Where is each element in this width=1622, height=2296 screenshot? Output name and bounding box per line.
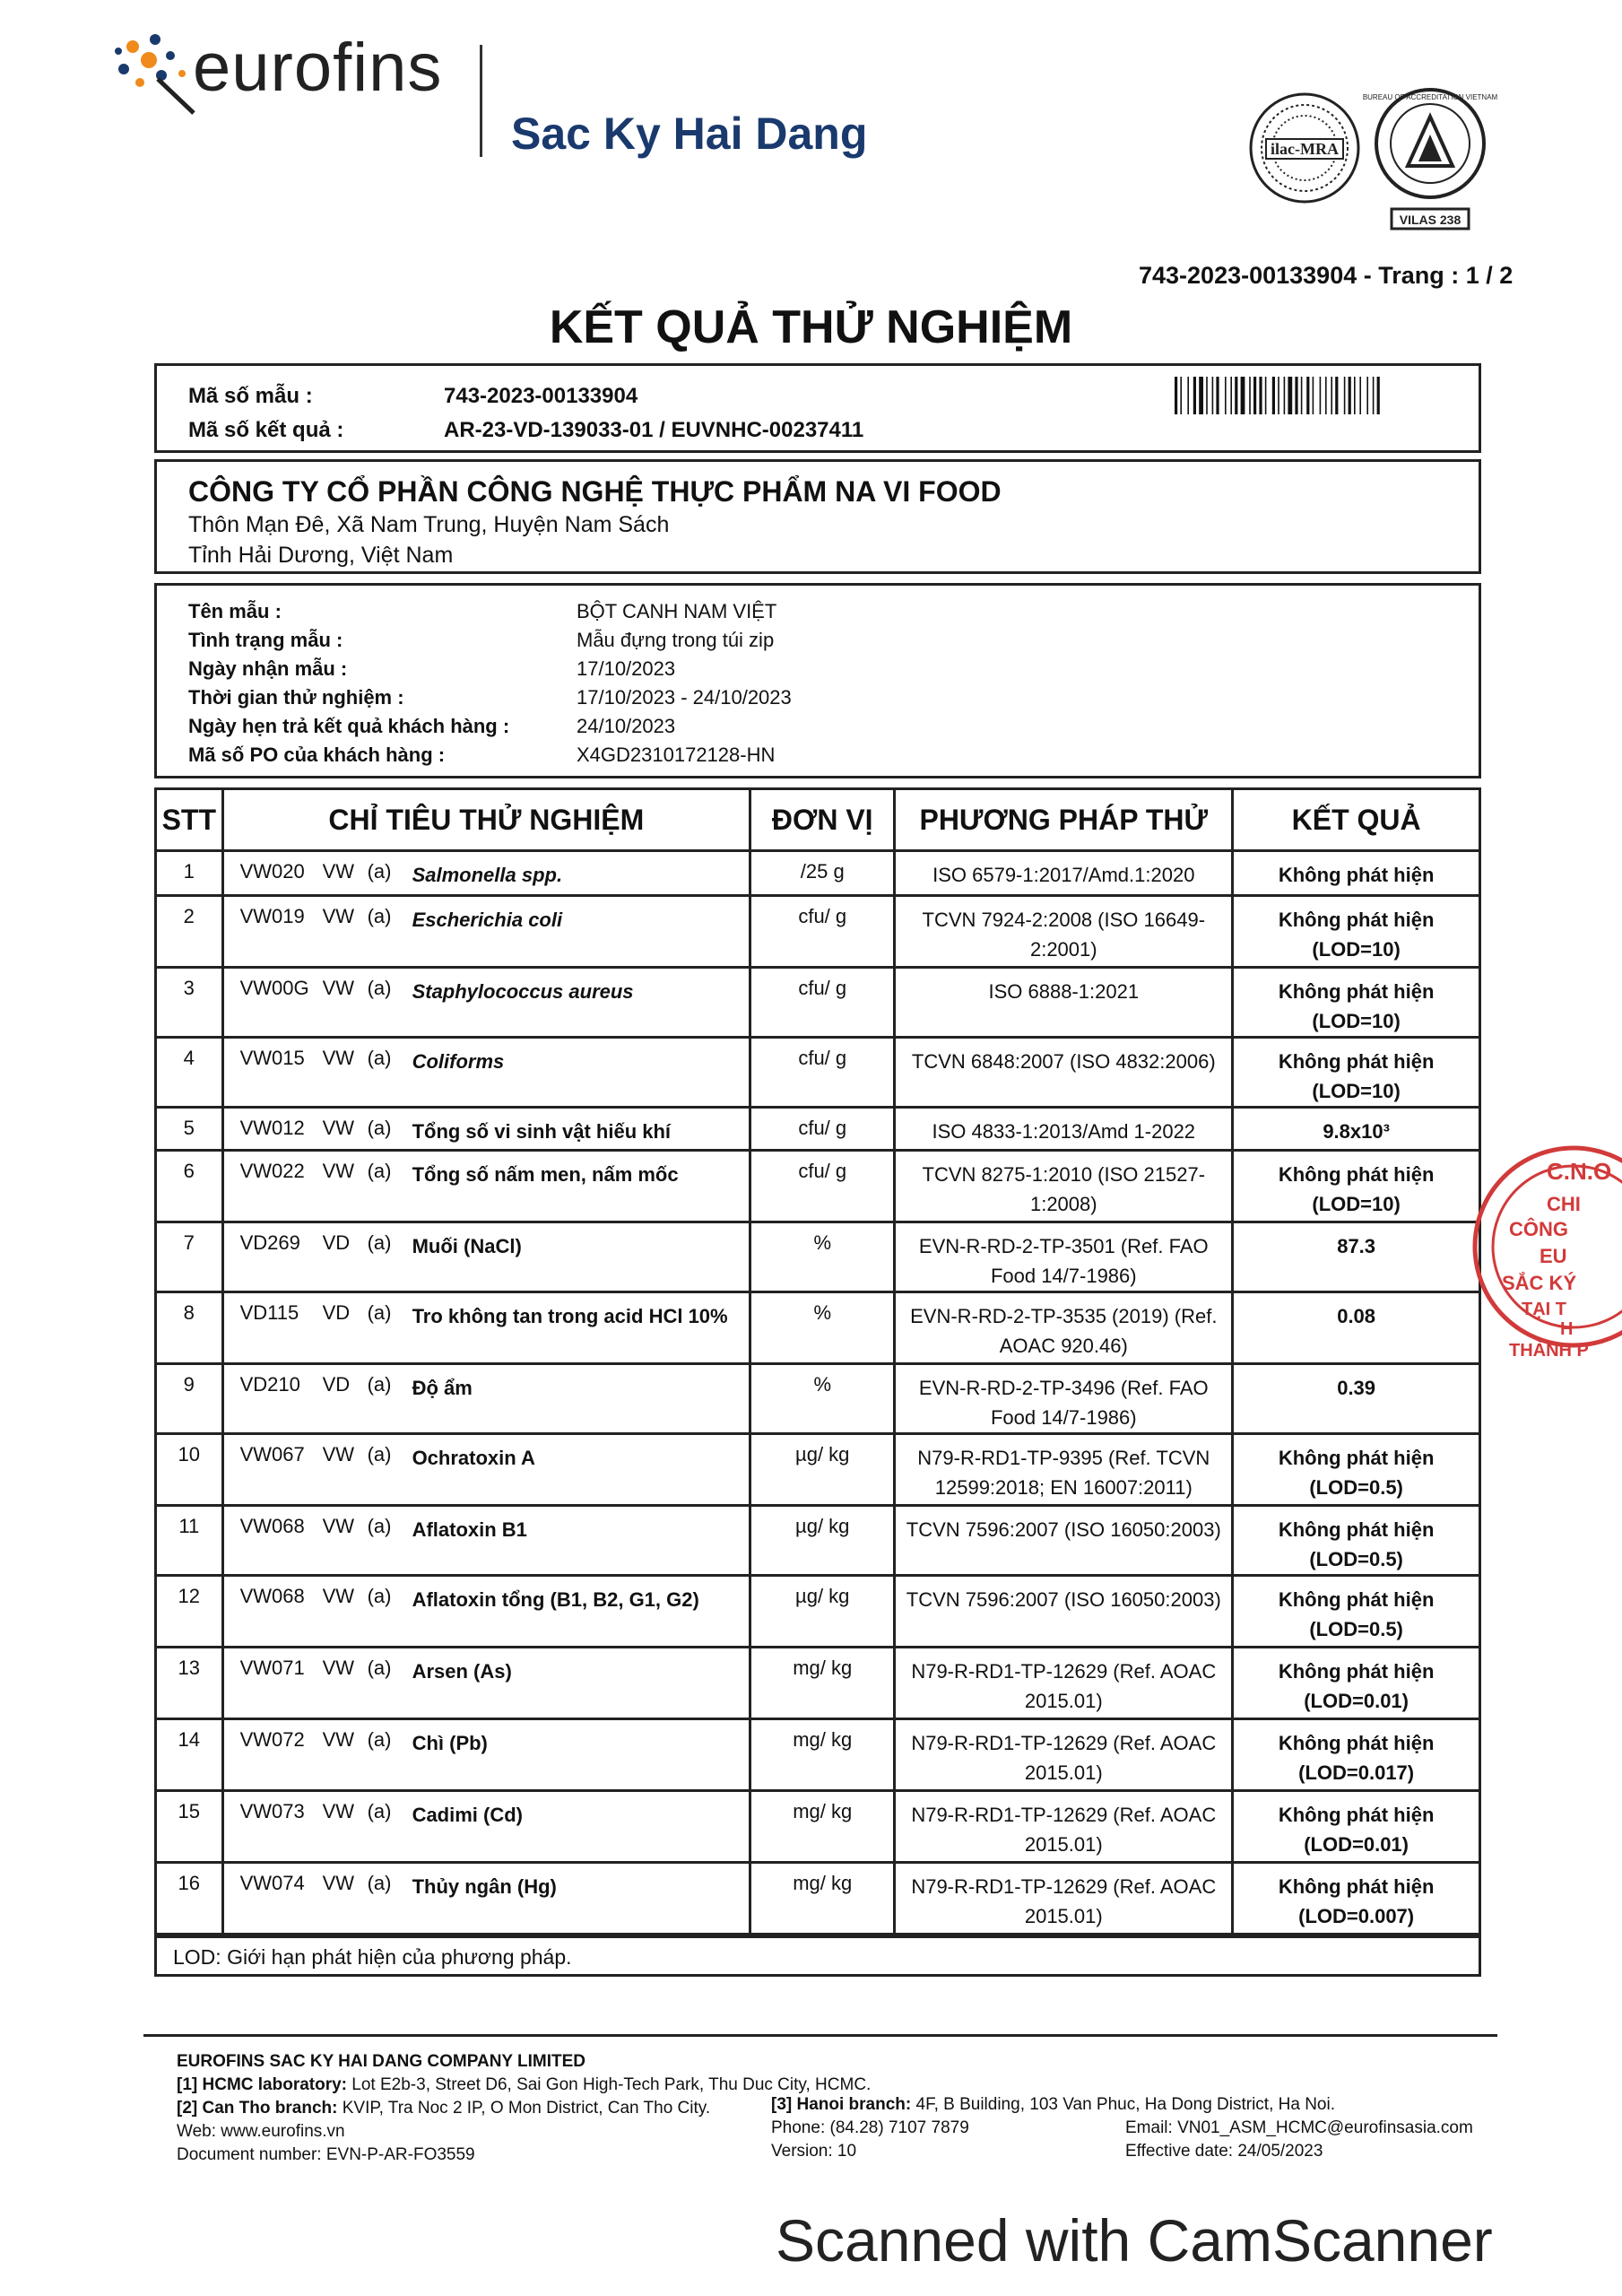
barcode-bar xyxy=(1377,377,1380,414)
cell-stt: 15 xyxy=(156,1791,223,1863)
indicator-accreditation-flag: (a) xyxy=(367,1800,392,1822)
result-text: Không phát hiện xyxy=(1278,864,1435,886)
barcode-bar xyxy=(1349,377,1351,414)
barcode-bar xyxy=(1301,377,1303,414)
cell-stt: 5 xyxy=(156,1108,223,1151)
indicator-accreditation-flag: (a) xyxy=(367,1117,392,1139)
method-text: ISO 4833-1:2013/Amd 1-2022 xyxy=(932,1120,1196,1143)
indicator-lab: VW xyxy=(322,860,355,883)
indicator-accreditation-flag: (a) xyxy=(367,1160,392,1182)
indicator-lab: VD xyxy=(322,1231,351,1254)
sample-code-value: 743-2023-00133904 xyxy=(444,384,638,408)
indicator-lab: VD xyxy=(322,1301,351,1324)
footer-hanoi-label: [3] Hanoi branch: xyxy=(771,2095,912,2114)
cell-method xyxy=(895,968,1233,1038)
barcode-bar xyxy=(1253,377,1256,414)
cell-stt: 4 xyxy=(156,1038,223,1108)
method-text: TCVN 7924-2:2008 (ISO 16649-2:2001) xyxy=(922,909,1206,961)
cell-stt: 11 xyxy=(156,1506,223,1576)
customer-box xyxy=(154,459,1481,574)
barcode-bar xyxy=(1230,377,1232,414)
result-text: 87.3 xyxy=(1337,1235,1376,1257)
sample-field-value: BỘT CANH NAM VIỆT xyxy=(577,600,777,622)
footer-divider xyxy=(143,2034,1497,2037)
method-text: TCVN 6848:2007 (ISO 4832:2006) xyxy=(911,1050,1216,1073)
footer-effective-date: Effective date: 24/05/2023 xyxy=(1125,2142,1323,2161)
barcode-bar xyxy=(1199,377,1203,414)
table-row xyxy=(156,1222,1480,1292)
barcode-bar xyxy=(1225,377,1227,414)
indicator-lab: VW xyxy=(322,1515,355,1537)
result-code-value: AR-23-VD-139033-01 / EUVNHC-00237411 xyxy=(444,418,864,442)
method-text: ISO 6888-1:2021 xyxy=(988,980,1140,1003)
indicator-code: VW068 xyxy=(239,1515,305,1537)
result-text: 0.39 xyxy=(1337,1377,1376,1399)
ilac-seal-text: ilac-MRA xyxy=(1271,140,1339,158)
column-header-stt: STT xyxy=(156,789,223,851)
table-row xyxy=(156,1719,1480,1791)
indicator-accreditation-flag: (a) xyxy=(367,905,392,927)
barcode-bar xyxy=(1366,377,1368,414)
indicator-accreditation-flag: (a) xyxy=(367,1872,392,1894)
indicator-accreditation-flag: (a) xyxy=(367,1301,392,1324)
footer-web: Web: www.eurofins.vn xyxy=(177,2122,345,2141)
indicator-lab: VW xyxy=(322,1800,355,1822)
barcode-bar xyxy=(1216,377,1219,414)
footer-version: Version: 10 xyxy=(771,2142,857,2161)
cell-indicator xyxy=(222,968,750,1038)
sample-field-label: Mã số PO của khách hàng : xyxy=(188,744,446,766)
result-text: Không phát hiện (LOD=10) xyxy=(1278,909,1435,961)
indicator-lab: VW xyxy=(322,1443,355,1465)
table-row xyxy=(156,1108,1480,1151)
cell-stt: 16 xyxy=(156,1863,223,1935)
indicator-code: VW019 xyxy=(239,905,305,927)
brand-name: eurofins xyxy=(193,30,443,106)
indicator-name: Staphylococcus aureus xyxy=(412,980,634,1003)
indicator-code: VD269 xyxy=(239,1231,300,1254)
barcode-bar xyxy=(1180,377,1182,414)
result-text: Không phát hiện (LOD=0.5) xyxy=(1278,1447,1435,1499)
sample-code-label: Mã số mẫu : xyxy=(188,384,313,408)
barcode-bar xyxy=(1288,377,1292,414)
cell-method xyxy=(895,1791,1233,1863)
indicator-name: Tro không tan trong acid HCl 10% xyxy=(412,1305,728,1327)
result-text: 0.08 xyxy=(1337,1305,1376,1327)
indicator-accreditation-flag: (a) xyxy=(367,1728,392,1751)
cell-unit: mg/ kg xyxy=(750,1863,895,1935)
table-row xyxy=(156,1151,1480,1222)
method-text: EVN-R-RD-2-TP-3501 (Ref. FAO Food 14/7-1986) xyxy=(918,1235,1209,1287)
sample-field-value: 24/10/2023 xyxy=(577,715,676,737)
barcode-bar xyxy=(1212,377,1214,414)
sample-field-label: Thời gian thử nghiệm : xyxy=(188,686,404,709)
cell-unit: % xyxy=(750,1292,895,1364)
indicator-name: Escherichia coli xyxy=(412,909,563,931)
cell-result xyxy=(1233,1038,1480,1108)
customer-address-line-2: Tỉnh Hải Dương, Việt Nam xyxy=(188,543,454,568)
cell-stt: 10 xyxy=(156,1434,223,1506)
method-text: N79-R-RD1-TP-12629 (Ref. AOAC 2015.01) xyxy=(911,1875,1217,1927)
cell-result xyxy=(1233,851,1480,896)
cell-result xyxy=(1233,1719,1480,1791)
cell-method xyxy=(895,1648,1233,1719)
cell-stt: 13 xyxy=(156,1648,223,1719)
barcode-icon xyxy=(1175,377,1457,414)
indicator-code: VW020 xyxy=(239,860,305,883)
indicator-accreditation-flag: (a) xyxy=(367,860,392,883)
table-row xyxy=(156,851,1480,896)
indicator-lab: VW xyxy=(322,977,355,999)
method-text: ISO 6579-1:2017/Amd.1:2020 xyxy=(932,864,1195,886)
cell-method xyxy=(895,896,1233,968)
cell-unit: µg/ kg xyxy=(750,1506,895,1576)
cell-indicator xyxy=(222,1222,750,1292)
column-header-unit: ĐƠN VỊ xyxy=(750,789,895,851)
footer-hanoi xyxy=(771,2095,1335,2115)
sample-field-value: Mẫu đựng trong túi zip xyxy=(577,629,775,651)
barcode-bar xyxy=(1373,377,1375,414)
barcode-bar xyxy=(1313,377,1314,414)
cell-unit: % xyxy=(750,1222,895,1292)
vilas-badge-text: VILAS 238 xyxy=(1399,213,1462,227)
table-row xyxy=(156,896,1480,968)
cell-method xyxy=(895,1506,1233,1576)
footer-phone: Phone: (84.28) 7107 7879 xyxy=(771,2118,969,2137)
footer-cantho xyxy=(177,2099,710,2118)
sample-field-value: 17/10/2023 - 24/10/2023 xyxy=(577,686,792,709)
cell-unit: cfu/ g xyxy=(750,896,895,968)
indicator-name: Salmonella spp. xyxy=(412,864,563,886)
barcode-bar xyxy=(1295,377,1297,414)
cell-method xyxy=(895,1576,1233,1648)
barcode-bar xyxy=(1249,377,1251,414)
sample-field-label: Ngày nhận mẫu : xyxy=(188,657,348,680)
cell-indicator xyxy=(222,1434,750,1506)
cell-indicator xyxy=(222,1151,750,1222)
indicator-accreditation-flag: (a) xyxy=(367,1373,392,1396)
cell-method xyxy=(895,1434,1233,1506)
cell-unit: mg/ kg xyxy=(750,1791,895,1863)
indicator-name: Coliforms xyxy=(412,1050,505,1073)
cell-method xyxy=(895,1151,1233,1222)
result-text: Không phát hiện (LOD=0.017) xyxy=(1278,1732,1435,1784)
cell-indicator xyxy=(222,1038,750,1108)
method-text: TCVN 8275-1:2010 (ISO 21527-1:2008) xyxy=(922,1163,1206,1215)
barcode-bar xyxy=(1259,377,1262,414)
result-text: 9.8x10³ xyxy=(1323,1120,1390,1143)
table-row xyxy=(156,1791,1480,1863)
table-row xyxy=(156,1292,1480,1364)
barcode-bar xyxy=(1175,377,1177,414)
cell-unit: cfu/ g xyxy=(750,968,895,1038)
result-code-label: Mã số kết quả : xyxy=(188,418,344,442)
barcode-bar xyxy=(1241,377,1245,414)
indicator-code: VW022 xyxy=(239,1160,305,1182)
barcode-bar xyxy=(1235,377,1237,414)
barcode-bar xyxy=(1265,377,1267,414)
indicator-code: VW015 xyxy=(239,1047,305,1069)
cell-stt: 9 xyxy=(156,1364,223,1434)
company-stamp-icon xyxy=(1439,1112,1622,1372)
cell-stt: 14 xyxy=(156,1719,223,1791)
sample-field-label: Tình trạng mẫu : xyxy=(188,629,343,651)
stamp-text: EU xyxy=(1540,1245,1567,1267)
indicator-code: VW072 xyxy=(239,1728,305,1751)
indicator-name: Tổng số nấm men, nấm mốc xyxy=(412,1163,679,1186)
indicator-name: Aflatoxin tổng (B1, B2, G1, G2) xyxy=(412,1588,699,1611)
indicator-code: VD210 xyxy=(239,1373,300,1396)
table-row xyxy=(156,1648,1480,1719)
indicator-code: VW073 xyxy=(239,1800,305,1822)
stamp-text: SẮC KÝ xyxy=(1502,1272,1577,1294)
barcode-bar xyxy=(1272,377,1275,414)
footer-cantho-address: KVIP, Tra Noc 2 IP, O Mon District, Can Tho City. xyxy=(342,2099,711,2118)
cell-indicator xyxy=(222,1292,750,1364)
indicator-lab: VW xyxy=(322,1047,355,1069)
cell-indicator xyxy=(222,1863,750,1935)
cell-stt: 2 xyxy=(156,896,223,968)
footer-hcmc xyxy=(177,2075,871,2095)
cell-method xyxy=(895,1108,1233,1151)
barcode-bar xyxy=(1335,377,1338,414)
stamp-text: H xyxy=(1560,1319,1574,1339)
ilac-mra-seal-icon xyxy=(1246,90,1363,206)
cell-result xyxy=(1233,1364,1480,1434)
footer-hanoi-address: 4F, B Building, 103 Van Phuc, Ha Dong District, Ha Noi. xyxy=(915,2095,1336,2114)
cell-unit: /25 g xyxy=(750,851,895,896)
cell-indicator xyxy=(222,851,750,896)
cell-method xyxy=(895,851,1233,896)
table-row xyxy=(156,968,1480,1038)
lod-note-box xyxy=(154,1935,1481,1977)
indicator-code: VW074 xyxy=(239,1872,305,1894)
cell-indicator xyxy=(222,1506,750,1576)
cell-method xyxy=(895,1719,1233,1791)
barcode-bar xyxy=(1206,377,1208,414)
indicator-code: VW067 xyxy=(239,1443,305,1465)
footer-hcmc-label: [1] HCMC laboratory: xyxy=(177,2075,348,2094)
result-text: Không phát hiện (LOD=0.01) xyxy=(1278,1804,1435,1856)
table-row xyxy=(156,1364,1480,1434)
cell-result xyxy=(1233,1506,1480,1576)
footer-document-number: Document number: EVN-P-AR-FO3559 xyxy=(177,2145,475,2164)
indicator-code: VW071 xyxy=(239,1657,305,1679)
barcode-bar xyxy=(1187,377,1189,414)
barcode-bar xyxy=(1284,377,1286,414)
column-header-result: KẾT QUẢ xyxy=(1233,789,1480,851)
indicator-accreditation-flag: (a) xyxy=(367,1443,392,1465)
eurofins-logo-icon xyxy=(106,20,204,118)
method-text: N79-R-RD1-TP-12629 (Ref. AOAC 2015.01) xyxy=(911,1804,1217,1856)
method-text: EVN-R-RD-2-TP-3496 (Ref. FAO Food 14/7-1986) xyxy=(918,1377,1209,1429)
barcode-bar xyxy=(1320,377,1322,414)
table-row xyxy=(156,1863,1480,1935)
cell-unit: µg/ kg xyxy=(750,1434,895,1506)
indicator-lab: VW xyxy=(322,905,355,927)
indicator-code: VW00G xyxy=(239,977,309,999)
cell-indicator xyxy=(222,1648,750,1719)
stamp-text: THÀNH P xyxy=(1509,1341,1589,1361)
indicator-accreditation-flag: (a) xyxy=(367,1657,392,1679)
method-text: TCVN 7596:2007 (ISO 16050:2003) xyxy=(906,1518,1221,1541)
indicator-accreditation-flag: (a) xyxy=(367,1047,392,1069)
barcode-bar xyxy=(1359,377,1361,414)
method-text: TCVN 7596:2007 (ISO 16050:2003) xyxy=(906,1588,1221,1611)
indicator-accreditation-flag: (a) xyxy=(367,977,392,999)
table-row xyxy=(156,1038,1480,1108)
cell-stt: 8 xyxy=(156,1292,223,1364)
cell-indicator xyxy=(222,896,750,968)
barcode-bar xyxy=(1278,377,1279,414)
indicator-lab: VW xyxy=(322,1657,355,1679)
footer-hcmc-address: Lot E2b-3, Street D6, Sai Gon High-Tech Park, Thu Duc City, HCMC. xyxy=(351,2075,872,2094)
indicator-accreditation-flag: (a) xyxy=(367,1231,392,1254)
indicator-lab: VW xyxy=(322,1872,355,1894)
indicator-accreditation-flag: (a) xyxy=(367,1585,392,1607)
results-body xyxy=(156,851,1480,1935)
table-row xyxy=(156,1506,1480,1576)
cell-indicator xyxy=(222,1791,750,1863)
indicator-name: Arsen (As) xyxy=(412,1660,512,1683)
table-header-row xyxy=(156,789,1480,851)
cell-method xyxy=(895,1863,1233,1935)
indicator-lab: VW xyxy=(322,1728,355,1751)
indicator-name: Muối (NaCl) xyxy=(412,1235,522,1257)
lod-note: LOD: Giới hạn phát hiện của phương pháp. xyxy=(173,1945,572,1969)
cell-unit: mg/ kg xyxy=(750,1719,895,1791)
cell-result xyxy=(1233,1576,1480,1648)
sample-field-label: Tên mẫu : xyxy=(188,600,282,622)
indicator-code: VD115 xyxy=(239,1301,299,1324)
cell-result xyxy=(1233,1791,1480,1863)
boa-seal-text: BUREAU OF ACCREDITATION VIETNAM xyxy=(1362,93,1498,101)
cell-stt: 6 xyxy=(156,1151,223,1222)
indicator-name: Tổng số vi sinh vật hiếu khí xyxy=(412,1120,672,1143)
cell-stt: 1 xyxy=(156,851,223,896)
sample-info-box xyxy=(154,583,1481,778)
stamp-text: CÔNG xyxy=(1509,1218,1568,1240)
footer-company: EUROFINS SAC KY HAI DANG COMPANY LIMITED xyxy=(177,2052,586,2071)
cell-unit: µg/ kg xyxy=(750,1576,895,1648)
indicator-name: Cadimi (Cd) xyxy=(412,1804,524,1826)
footer-cantho-label: [2] Can Tho branch: xyxy=(177,2099,338,2118)
method-text: N79-R-RD1-TP-9395 (Ref. TCVN 12599:2018; EN 16007:2011) xyxy=(917,1447,1210,1499)
sample-field-value: X4GD2310172128-HN xyxy=(577,744,776,766)
barcode-bar xyxy=(1331,377,1332,414)
result-text: Không phát hiện (LOD=0.5) xyxy=(1278,1518,1435,1570)
cell-unit: % xyxy=(750,1364,895,1434)
cell-result xyxy=(1233,1648,1480,1719)
cell-result xyxy=(1233,1434,1480,1506)
cell-stt: 3 xyxy=(156,968,223,1038)
indicator-code: VW012 xyxy=(239,1117,305,1139)
result-text: Không phát hiện (LOD=0.01) xyxy=(1278,1660,1435,1712)
cell-result xyxy=(1233,1863,1480,1935)
column-header-method: PHƯƠNG PHÁP THỬ xyxy=(895,789,1233,851)
footer-email: Email: VN01_ASM_HCMC@eurofinsasia.com xyxy=(1125,2118,1473,2137)
table-row xyxy=(156,1576,1480,1648)
indicator-name: Ochratoxin A xyxy=(412,1447,535,1469)
barcode-bar xyxy=(1325,377,1327,414)
method-text: N79-R-RD1-TP-12629 (Ref. AOAC 2015.01) xyxy=(911,1660,1217,1712)
cell-method xyxy=(895,1292,1233,1364)
result-text: Không phát hiện (LOD=10) xyxy=(1278,980,1435,1032)
cell-unit: mg/ kg xyxy=(750,1648,895,1719)
cell-stt: 12 xyxy=(156,1576,223,1648)
customer-address-line-1: Thôn Mạn Đê, Xã Nam Trung, Huyện Nam Sách xyxy=(188,512,670,537)
cell-indicator xyxy=(222,1576,750,1648)
cell-result xyxy=(1233,896,1480,968)
indicator-lab: VW xyxy=(322,1585,355,1607)
result-text: Không phát hiện (LOD=10) xyxy=(1278,1050,1435,1102)
page-title: KẾT QUẢ THỬ NGHIỆM xyxy=(549,301,1073,353)
logo-divider xyxy=(480,45,482,157)
indicator-name: Chì (Pb) xyxy=(412,1732,488,1754)
sample-field-value: 17/10/2023 xyxy=(577,657,676,680)
cell-unit: cfu/ g xyxy=(750,1038,895,1108)
result-text: Không phát hiện (LOD=0.5) xyxy=(1278,1588,1435,1640)
indicator-lab: VW xyxy=(322,1117,355,1139)
cell-indicator xyxy=(222,1364,750,1434)
indicator-code: VW068 xyxy=(239,1585,305,1607)
indicator-accreditation-flag: (a) xyxy=(367,1515,392,1537)
indicator-lab: VD xyxy=(322,1373,351,1396)
cell-unit: cfu/ g xyxy=(750,1151,895,1222)
barcode-bar xyxy=(1354,377,1356,414)
cell-method xyxy=(895,1222,1233,1292)
cell-indicator xyxy=(222,1719,750,1791)
method-text: EVN-R-RD-2-TP-3535 (2019) (Ref. AOAC 920.46) xyxy=(910,1305,1218,1357)
stamp-text: C.N.O xyxy=(1547,1158,1612,1185)
indicator-name: Aflatoxin B1 xyxy=(412,1518,527,1541)
brand-subtitle: Sac Ky Hai Dang xyxy=(511,109,868,159)
cell-method xyxy=(895,1038,1233,1108)
indicator-lab: VW xyxy=(322,1160,355,1182)
indicator-name: Thủy ngân (Hg) xyxy=(412,1875,557,1898)
cell-unit: cfu/ g xyxy=(750,1108,895,1151)
result-text: Không phát hiện (LOD=0.007) xyxy=(1278,1875,1435,1927)
cell-method xyxy=(895,1364,1233,1434)
barcode-bar xyxy=(1306,377,1309,414)
table-row xyxy=(156,1434,1480,1506)
column-header-indicator: CHỈ TIÊU THỬ NGHIỆM xyxy=(222,789,750,851)
indicator-name: Độ ẩm xyxy=(412,1377,473,1399)
camscanner-watermark: Scanned with CamScanner xyxy=(776,2207,1493,2274)
customer-name: CÔNG TY CỔ PHẦN CÔNG NGHỆ THỰC PHẨM NA VI FOOD xyxy=(188,475,1002,508)
method-text: N79-R-RD1-TP-12629 (Ref. AOAC 2015.01) xyxy=(911,1732,1217,1784)
boa-accreditation-seal-icon xyxy=(1362,85,1498,233)
results-table xyxy=(154,787,1481,1935)
barcode-bar xyxy=(1344,377,1346,414)
cell-stt: 7 xyxy=(156,1222,223,1292)
sample-field-label: Ngày hẹn trả kết quả khách hàng : xyxy=(188,715,510,737)
document-reference: 743-2023-00133904 - Trang : 1 / 2 xyxy=(1139,262,1514,289)
cell-result xyxy=(1233,968,1480,1038)
barcode-bar xyxy=(1193,377,1196,414)
cell-indicator xyxy=(222,1108,750,1151)
stamp-text: CHI xyxy=(1547,1193,1581,1215)
stamp-text: TẠI T xyxy=(1522,1300,1566,1319)
result-text: Không phát hiện (LOD=10) xyxy=(1278,1163,1435,1215)
